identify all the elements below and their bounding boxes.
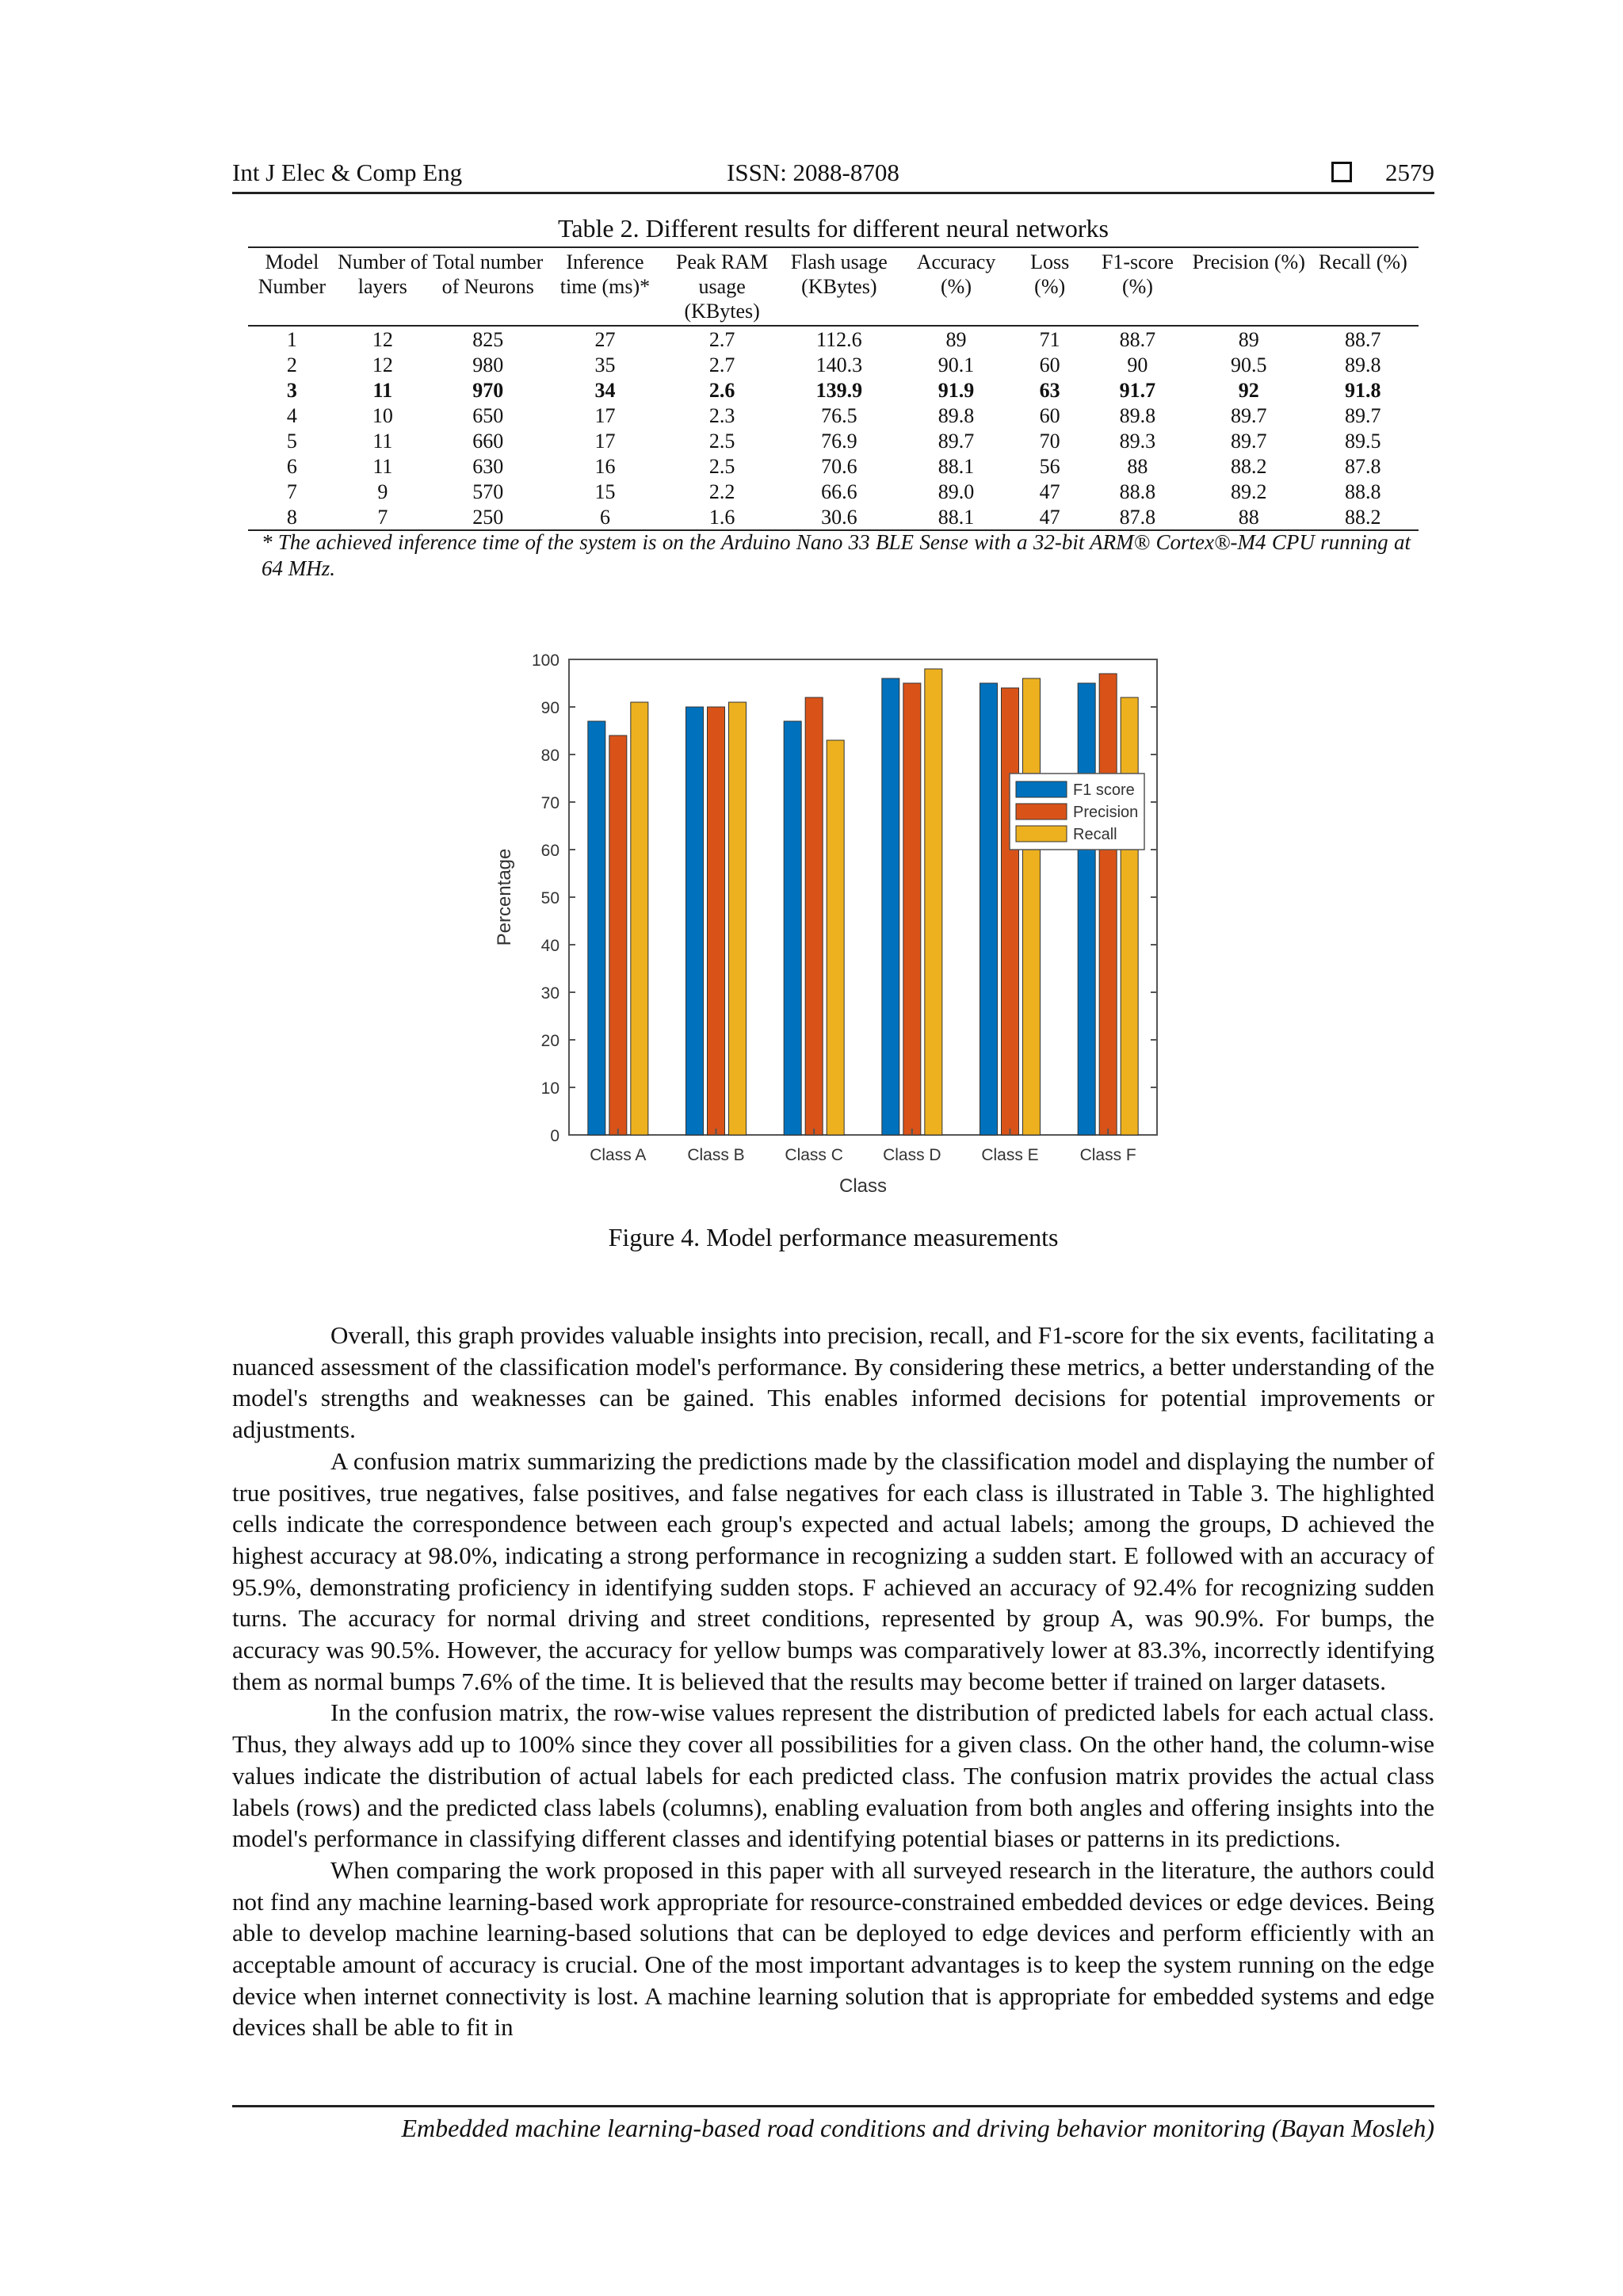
table-cell: 15: [594, 479, 616, 503]
y-tick-label: 0: [550, 1127, 559, 1145]
table-cell: 970: [472, 378, 504, 402]
table-row: [248, 479, 1419, 504]
page-footer: [232, 2105, 1434, 2143]
y-tick-label: 20: [540, 1032, 559, 1050]
table-cell: 12: [372, 327, 393, 351]
page-number: 2579: [1385, 159, 1434, 186]
table-cell: 10: [372, 403, 393, 427]
table-cell: 89: [945, 327, 967, 351]
x-axis-label: Class: [838, 1175, 888, 1197]
bar-recall-class-d: [925, 669, 942, 1135]
col-header: Recall (%): [1318, 250, 1407, 273]
table-row: [248, 428, 1419, 453]
table-cell: 2.5: [708, 454, 735, 478]
issn: ISSN: 2088-8708: [727, 159, 899, 186]
y-tick-label: 70: [540, 794, 559, 812]
col-header: Loss (%): [1030, 250, 1070, 298]
table-cell: 76.9: [821, 429, 857, 453]
table-cell: 89.7: [1230, 403, 1267, 427]
table-cell: 89.7: [1345, 403, 1381, 427]
chart-legend: [1010, 774, 1144, 850]
bar-f1-score-class-c: [784, 721, 801, 1135]
legend-swatch: [1016, 826, 1067, 842]
table-cell: 5: [286, 429, 297, 453]
table-cell: 8: [286, 505, 297, 529]
bar-f1-score-class-a: [588, 721, 605, 1135]
table-cell: 91.9: [938, 378, 975, 402]
table-cell: 140.3: [815, 353, 863, 376]
col-header: Precision (%): [1192, 250, 1305, 273]
paragraph: Overall, this graph provides valuable insights into precision, recall, and F1-score for the six events, facilitating a nuanced assessment of the classification model's performance. By considering these metrics, a better understanding of the model's strengths and weaknesses can be gained. This enables informed decisions for potential improvements or adjustments.: [232, 1321, 1434, 1444]
y-tick-label: 40: [540, 937, 559, 955]
results-table: [248, 246, 1419, 531]
table-cell: 9: [377, 479, 388, 503]
table-cell: 90: [1127, 353, 1148, 376]
paragraph: When comparing the work proposed in this paper with all surveyed research in the literature, the authors could not find any machine learning-based work appropriate for resource-constrained embedded devices or edge devices. Being able to develop machine learning-based solutions that can be deployed to edge devices and perform efficiently with an acceptable amount of accuracy is crucial. One of the most important advantages is to keep the system running on the edge device when internet connectivity is lost. A machine learning solution that is appropriate for embedded systems and edge devices shall be able to fit in: [232, 1855, 1434, 2042]
table-cell: 76.5: [821, 403, 857, 427]
bar-precision-class-b: [708, 707, 725, 1135]
table-cell: 2.7: [708, 327, 735, 351]
table-cell: 90.1: [938, 353, 975, 376]
table-cell: 35: [594, 353, 616, 376]
table-cell: 88.7: [1119, 327, 1156, 351]
col-header: Inference time (ms)*: [559, 250, 651, 298]
x-tick-label: Class C: [785, 1146, 843, 1164]
table-row: [248, 403, 1419, 428]
bar-precision-class-e: [1002, 688, 1019, 1135]
bar-precision-class-c: [805, 697, 823, 1135]
table-cell: 60: [1039, 403, 1060, 427]
col-header: Peak RAM usage (KBytes): [676, 250, 769, 323]
table-cell: 570: [472, 479, 504, 503]
table-cell: 88.8: [1119, 479, 1156, 503]
table-cell: 88: [1127, 454, 1148, 478]
table-cell: 88.2: [1345, 505, 1381, 529]
table-cell: 89.7: [938, 429, 975, 453]
table-cell: 91.8: [1345, 378, 1381, 402]
table-cell: 47: [1039, 505, 1060, 529]
table-cell: 89.5: [1345, 429, 1381, 453]
table-cell: 71: [1039, 327, 1060, 351]
table-cell: 56: [1039, 454, 1060, 478]
x-tick-label: Class A: [590, 1146, 647, 1164]
table-caption: Table 2. Different results for different neural networks: [558, 214, 1109, 243]
body-text: [232, 1320, 1434, 2043]
table-cell: 30.6: [821, 505, 857, 529]
plot-area: [569, 659, 1157, 1135]
table-cell: 11: [372, 378, 393, 402]
y-axis-label: Percentage: [494, 848, 515, 946]
bar-recall-class-e: [1023, 678, 1041, 1135]
y-tick-label: 100: [531, 651, 559, 670]
table-cell: 87.8: [1345, 454, 1381, 478]
running-footer: Embedded machine learning-based road conditions and driving behavior monitoring (Bayan Mosleh): [401, 2114, 1434, 2142]
bar-precision-class-a: [609, 735, 627, 1135]
table-cell: 88.7: [1345, 327, 1381, 351]
y-tick-label: 10: [540, 1079, 559, 1098]
table-cell: 980: [472, 353, 504, 376]
table-cell: 87.8: [1119, 505, 1156, 529]
bar-f1-score-class-f: [1078, 683, 1095, 1135]
table-cell: 17: [594, 403, 616, 427]
table-cell: 2: [286, 353, 297, 376]
figure-caption: Figure 4. Model performance measurements: [608, 1223, 1059, 1251]
table-cell: 2.7: [708, 353, 735, 376]
bar-recall-class-c: [827, 740, 844, 1135]
legend-swatch: [1016, 804, 1067, 819]
table-cell: 3: [286, 378, 297, 402]
table-cell: 7: [286, 479, 297, 503]
table-cell: 89.2: [1230, 479, 1267, 503]
table-cell: 11: [372, 454, 393, 478]
table-cell: 7: [377, 505, 388, 529]
paragraph: In the confusion matrix, the row-wise values represent the distribution of predicted labels for each actual class. Thus, they always add up to 100% since they cover all possibilities for a given class. On the other hand, the column-wise values indicate the distribution of actual labels for each predicted class. The confusion matrix provides the actual class labels (rows) and the predicted class labels (columns), enabling evaluation from both angles and offering insights into the model's performance in classifying different classes and identifying potential biases or patterns in its predictions.: [232, 1698, 1434, 1853]
x-tick-label: Class B: [687, 1146, 745, 1164]
square-icon: [1331, 162, 1352, 182]
table-cell: 92: [1238, 378, 1259, 402]
table-header-row: [248, 247, 1419, 326]
table-cell: 112.6: [816, 327, 862, 351]
y-tick-label: 80: [540, 747, 559, 765]
table-cell: 27: [594, 327, 616, 351]
paragraph: A confusion matrix summarizing the predictions made by the classification model and displaying the number of true positives, true negatives, false positives, and false negatives for each class is illustrated in Table 3. The highlighted cells indicate the correspondence between each group's expected and actual labels; among the groups, D achieved the highest accuracy at 98.0%, indicating a strong performance in recognizing a sudden start. E followed with an accuracy of 95.9%, demonstrating proficiency in identifying sudden stops. F achieved an accuracy of 92.4% for recognizing sudden turns. The accuracy for normal driving and street conditions, represented by group A, was 90.9%. For bumps, the accuracy was 90.5%. However, the accuracy for yellow bumps was comparatively lower at 83.3%, incorrectly identifying them as normal bumps 7.6% of the time. It is believed that the results may become better if trained on larger datasets.: [232, 1446, 1434, 1695]
table-cell: 17: [594, 429, 616, 453]
performance-bar-chart: [475, 640, 1173, 1205]
bar-recall-class-b: [729, 702, 747, 1135]
x-tick-label: Class E: [981, 1146, 1039, 1164]
table-cell: 4: [286, 403, 297, 427]
table-cell: 825: [472, 327, 504, 351]
table-row: [248, 453, 1419, 479]
table-row: [248, 504, 1419, 530]
legend-label: F1 score: [1073, 781, 1135, 799]
table-cell: 88.1: [938, 505, 975, 529]
bar-recall-class-f: [1121, 697, 1138, 1135]
col-header: F1-score (%): [1101, 250, 1174, 298]
x-tick-label: Class D: [883, 1146, 941, 1164]
table-cell: 650: [472, 403, 504, 427]
legend-swatch: [1016, 781, 1067, 797]
col-header: Total number of Neurons: [433, 250, 544, 298]
legend-label: Recall: [1073, 826, 1117, 843]
bar-f1-score-class-b: [686, 707, 704, 1135]
table-cell: 2.5: [708, 429, 735, 453]
table-row: [248, 352, 1419, 377]
table-cell: 66.6: [821, 479, 857, 503]
table-cell: 89.0: [938, 479, 975, 503]
x-tick-label: Class F: [1079, 1146, 1136, 1164]
table-cell: 60: [1039, 353, 1060, 376]
y-tick-label: 90: [540, 699, 559, 717]
table-row: [248, 326, 1419, 352]
table-cell: 88.1: [938, 454, 975, 478]
table-cell: 70: [1039, 429, 1060, 453]
col-header: Flash usage (KBytes): [790, 250, 888, 298]
table-cell: 89: [1238, 327, 1259, 351]
table-cell: 91.7: [1119, 378, 1156, 402]
col-header: Model Number: [258, 250, 326, 298]
col-header: Number of layers: [338, 250, 428, 298]
table-cell: 34: [594, 378, 616, 402]
table-cell: 89.8: [1345, 353, 1381, 376]
y-tick-label: 50: [540, 889, 559, 907]
table-row: [248, 377, 1419, 403]
table-footnote: * The achieved inference time of the system is on the Arduino Nano 33 BLE Sense with a 32-bit ARM® Cortex®-M4 CPU running at 64 MHz.: [262, 530, 1411, 580]
y-tick-label: 30: [540, 984, 559, 1003]
table-cell: 89.7: [1230, 429, 1267, 453]
table-cell: 88.2: [1230, 454, 1267, 478]
bar-recall-class-a: [631, 702, 648, 1135]
table-cell: 6: [599, 505, 610, 529]
table-cell: 2.6: [708, 378, 735, 402]
bar-f1-score-class-e: [980, 683, 998, 1135]
table-cell: 63: [1039, 378, 1060, 402]
table-cell: 89.8: [1119, 403, 1156, 427]
table-cell: 2.3: [708, 403, 735, 427]
table-cell: 1.6: [708, 505, 735, 529]
page-header: [232, 155, 1434, 194]
bar-precision-class-f: [1099, 674, 1117, 1135]
table-cell: 2.2: [708, 479, 735, 503]
journal-name: Int J Elec & Comp Eng: [232, 159, 463, 186]
table-cell: 12: [372, 353, 393, 376]
table-cell: 88.8: [1345, 479, 1381, 503]
table-cell: 630: [472, 454, 504, 478]
table-cell: 660: [472, 429, 504, 453]
table-cell: 89.3: [1119, 429, 1156, 453]
col-header: Accuracy (%): [916, 250, 996, 298]
table-cell: 89.8: [938, 403, 975, 427]
table-cell: 88: [1238, 505, 1259, 529]
table-cell: 6: [286, 454, 297, 478]
bar-f1-score-class-d: [882, 678, 899, 1135]
table-cell: 47: [1039, 479, 1060, 503]
table-cell: 70.6: [821, 454, 857, 478]
table-cell: 139.9: [815, 378, 863, 402]
y-tick-label: 60: [540, 842, 559, 860]
table-cell: 1: [286, 327, 297, 351]
table-cell: 250: [472, 505, 504, 529]
table-cell: 11: [372, 429, 393, 453]
table-cell: 90.5: [1230, 353, 1267, 376]
bar-precision-class-d: [903, 683, 921, 1135]
table-cell: 16: [594, 454, 616, 478]
legend-label: Precision: [1073, 804, 1139, 821]
